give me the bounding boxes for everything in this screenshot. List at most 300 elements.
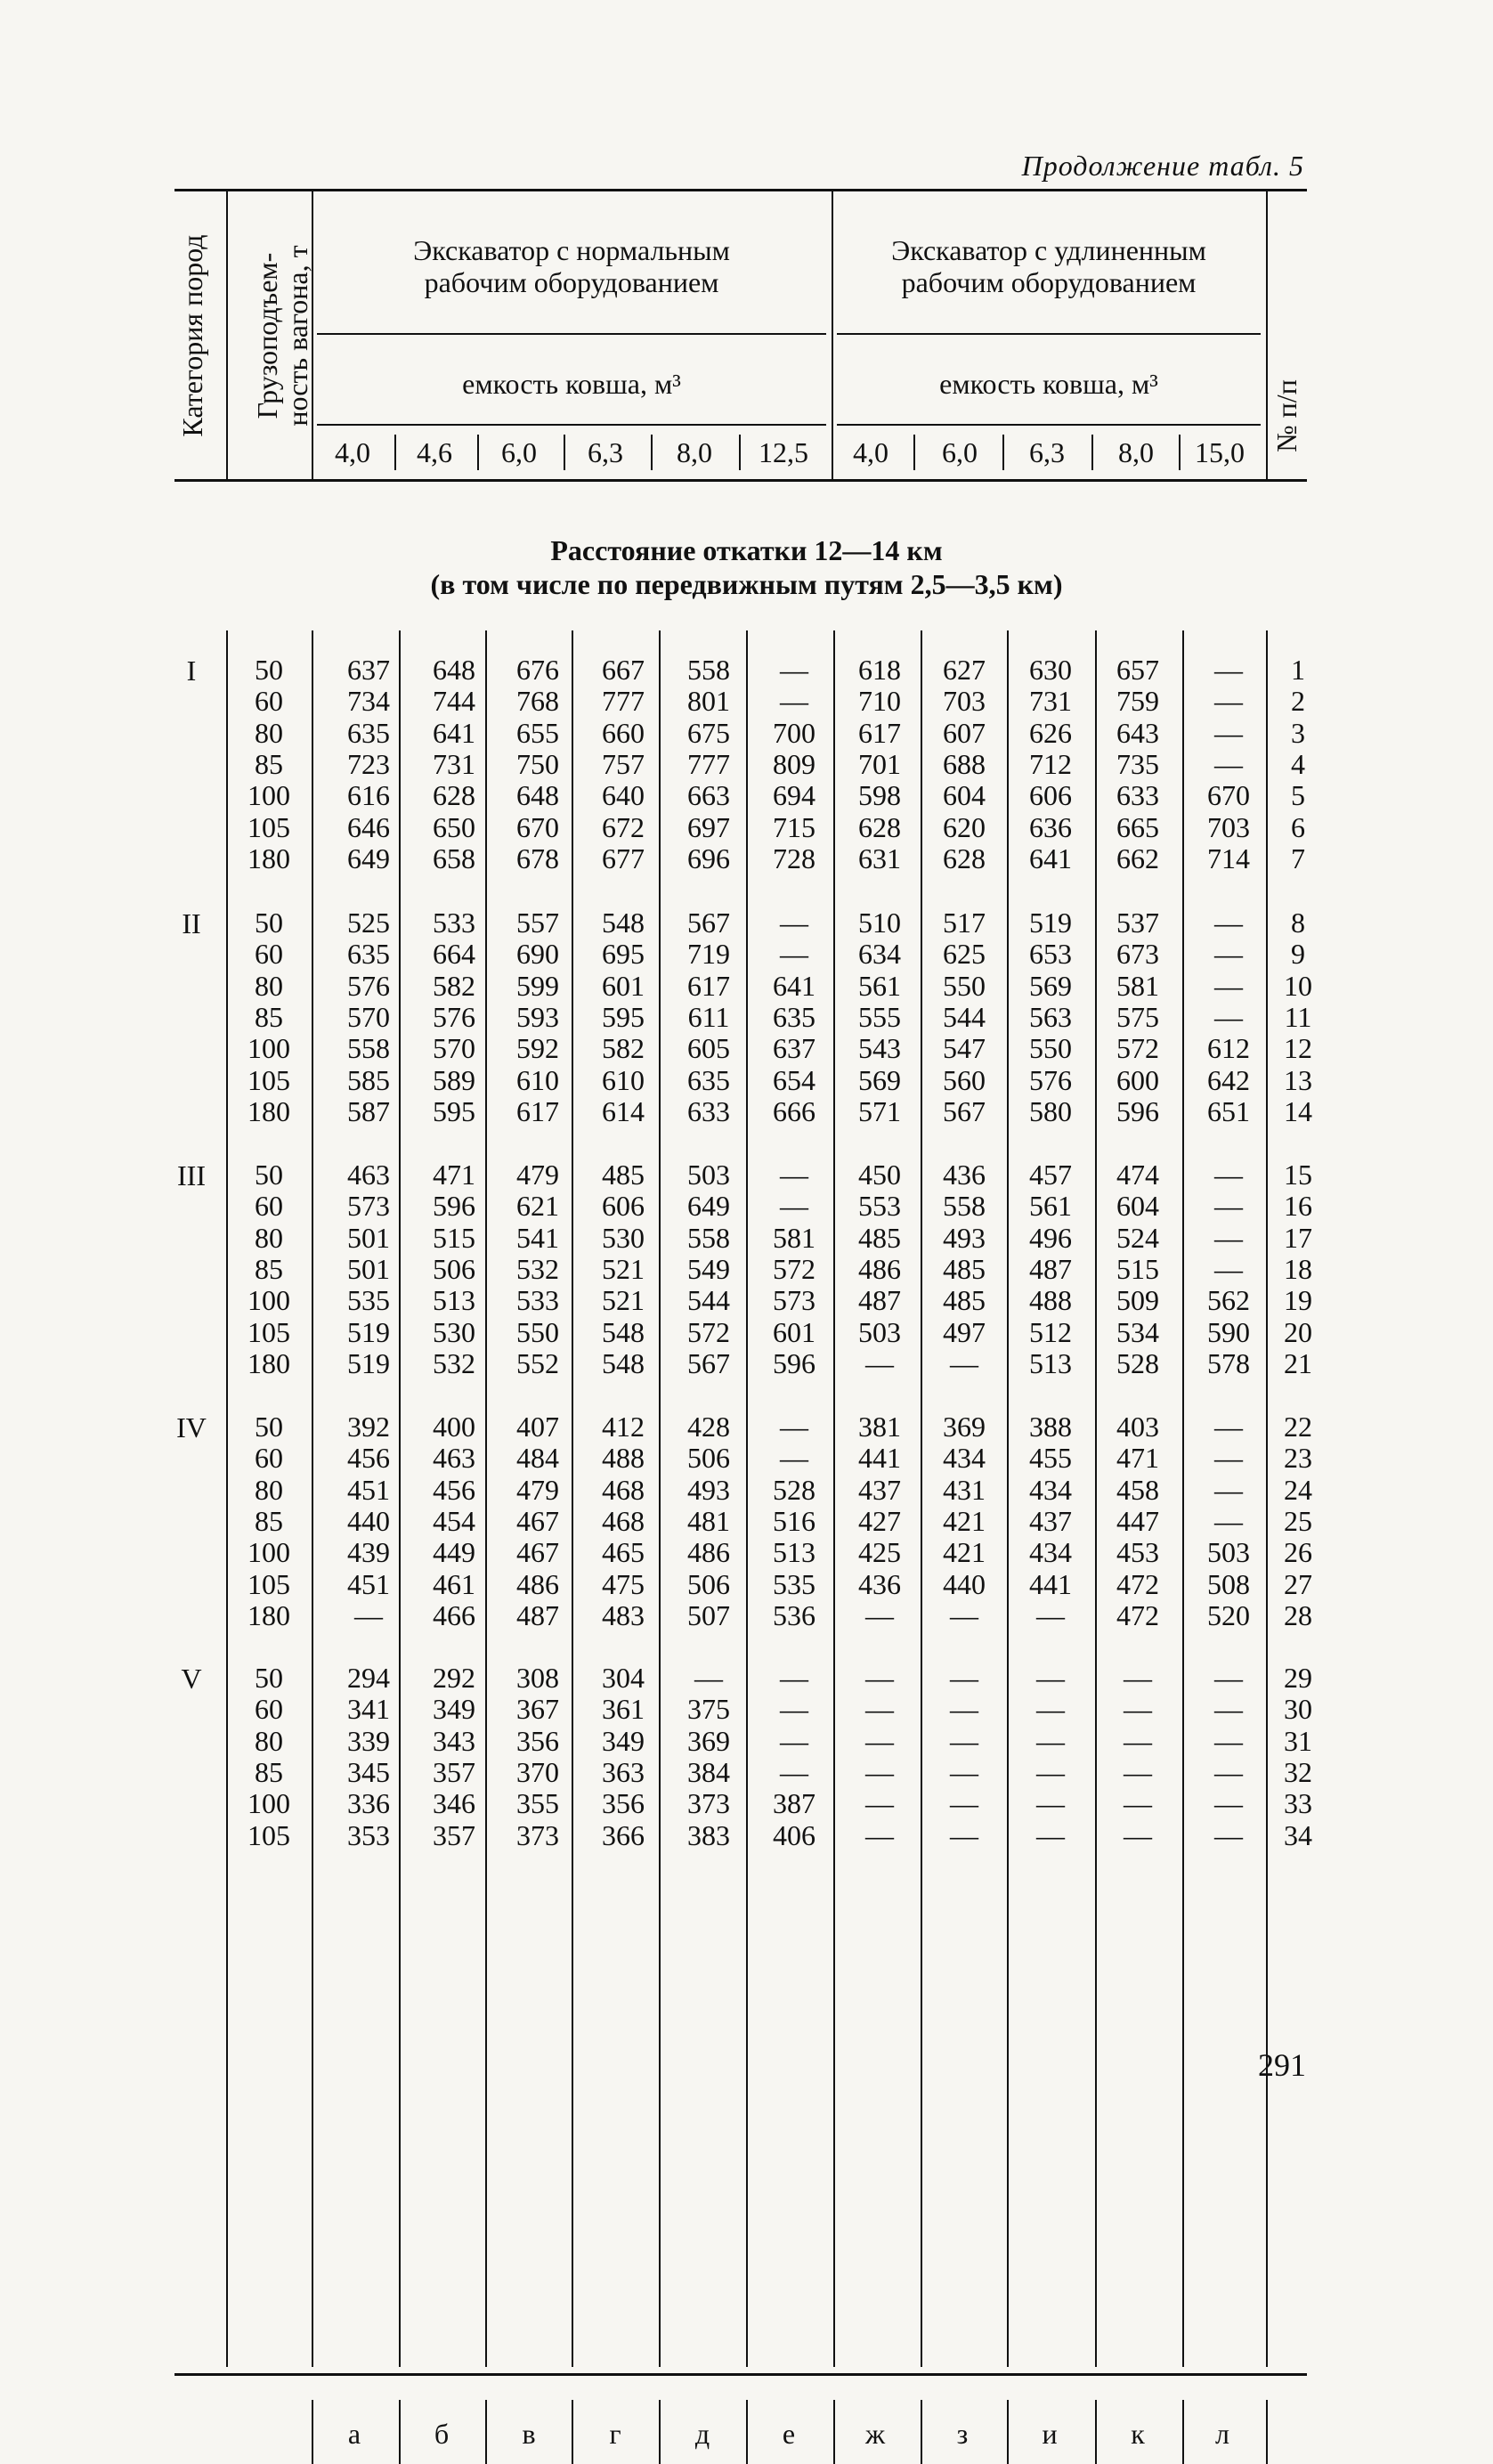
- table-cell: —: [780, 1724, 808, 1757]
- table-cell: 688: [943, 747, 986, 780]
- table-cell: —: [1124, 1662, 1152, 1694]
- table-cell: 486: [858, 1252, 901, 1285]
- table-cell: 555: [858, 1000, 901, 1033]
- table-cell: —: [865, 1818, 894, 1851]
- wagon-capacity-cell: 80: [255, 1221, 283, 1254]
- table-cell: 537: [1116, 907, 1159, 939]
- table-cell: —: [780, 1159, 808, 1191]
- letter-divider: [1007, 2400, 1009, 2464]
- table-cell: 750: [516, 747, 559, 780]
- header-divider: [1266, 191, 1268, 481]
- table-continuation-caption: Продолжение табл. 5: [1021, 150, 1304, 182]
- table-cell: —: [950, 1787, 978, 1820]
- table-cell: —: [865, 1662, 894, 1694]
- header-bottom-rule: [174, 479, 1307, 482]
- table-cell: 703: [943, 685, 986, 718]
- table-cell: 576: [347, 969, 390, 1002]
- column-letter: ж: [864, 2418, 886, 2450]
- table-cell: 614: [602, 1094, 645, 1127]
- table-cell: 569: [858, 1063, 901, 1096]
- table-cell: 640: [602, 779, 645, 812]
- table-cell: 633: [687, 1094, 730, 1127]
- table-cell: 524: [1116, 1221, 1159, 1254]
- header-subrule: [837, 424, 1261, 426]
- table-cell: 434: [943, 1442, 986, 1475]
- table-cell: 349: [433, 1693, 475, 1726]
- table-cell: 572: [773, 1252, 815, 1285]
- table-cell: —: [1214, 1221, 1243, 1254]
- table-cell: 631: [858, 842, 901, 874]
- table-cell: —: [1214, 685, 1243, 718]
- capacity-normal-2: 6,0: [501, 436, 537, 468]
- table-cell: 715: [773, 810, 815, 843]
- table-cell: 487: [858, 1284, 901, 1317]
- letter-divider: [1182, 2400, 1184, 2464]
- header-divider: [226, 191, 228, 481]
- table-cell: —: [1214, 1787, 1243, 1820]
- row-number-cell: 7: [1291, 842, 1305, 874]
- table-cell: 641: [1029, 842, 1072, 874]
- table-cell: 440: [347, 1504, 390, 1537]
- table-cell: 635: [347, 938, 390, 971]
- table-cell: 421: [943, 1536, 986, 1569]
- table-cell: 728: [773, 842, 815, 874]
- top-rule: [174, 189, 1307, 191]
- table-cell: —: [1214, 1442, 1243, 1475]
- table-cell: 455: [1029, 1442, 1072, 1475]
- table-cell: 543: [858, 1032, 901, 1065]
- table-cell: 533: [433, 907, 475, 939]
- table-cell: 606: [602, 1190, 645, 1223]
- table-cell: 486: [516, 1567, 559, 1600]
- table-cell: 657: [1116, 654, 1159, 686]
- table-cell: 570: [347, 1000, 390, 1033]
- table-cell: —: [1036, 1818, 1065, 1851]
- table-cell: —: [1124, 1818, 1152, 1851]
- column-letter: и: [1042, 2418, 1058, 2450]
- table-cell: —: [694, 1662, 723, 1694]
- table-cell: 381: [858, 1411, 901, 1443]
- table-cell: 650: [433, 810, 475, 843]
- row-number-cell: 5: [1291, 779, 1305, 812]
- table-cell: 503: [687, 1159, 730, 1191]
- row-number-cell: 8: [1291, 907, 1305, 939]
- table-cell: 472: [1116, 1567, 1159, 1600]
- table-cell: 440: [943, 1567, 986, 1600]
- table-cell: 625: [943, 938, 986, 971]
- table-cell: 666: [773, 1094, 815, 1127]
- table-cell: 465: [602, 1536, 645, 1569]
- table-cell: —: [1214, 1000, 1243, 1033]
- table-cell: —: [780, 907, 808, 939]
- table-cell: 474: [1116, 1159, 1159, 1191]
- capacity-separator: [913, 435, 915, 470]
- table-cell: 441: [858, 1442, 901, 1475]
- letter-divider: [312, 2400, 313, 2464]
- wagon-capacity-cell: 105: [247, 1315, 290, 1348]
- table-cell: 670: [516, 810, 559, 843]
- row-number-cell: 21: [1284, 1346, 1312, 1379]
- table-cell: 346: [433, 1787, 475, 1820]
- table-cell: 373: [687, 1787, 730, 1820]
- table-cell: 488: [1029, 1284, 1072, 1317]
- table-cell: —: [780, 938, 808, 971]
- row-number-cell: 2: [1291, 685, 1305, 718]
- table-cell: 621: [516, 1190, 559, 1223]
- table-cell: 339: [347, 1724, 390, 1757]
- table-cell: 567: [687, 907, 730, 939]
- row-number-cell: 3: [1291, 716, 1305, 749]
- table-cell: 521: [602, 1252, 645, 1285]
- table-cell: 734: [347, 685, 390, 718]
- wagon-capacity-cell: 60: [255, 685, 283, 718]
- table-cell: 528: [1116, 1346, 1159, 1379]
- table-cell: 617: [687, 969, 730, 1002]
- category-label: III: [177, 1159, 206, 1191]
- header-subrule: [317, 333, 826, 335]
- table-cell: —: [1214, 907, 1243, 939]
- wagon-capacity-cell: 180: [247, 1094, 290, 1127]
- table-cell: 356: [516, 1724, 559, 1757]
- row-number-cell: 15: [1284, 1159, 1312, 1191]
- table-cell: 547: [943, 1032, 986, 1065]
- wagon-capacity-cell: 50: [255, 907, 283, 939]
- table-cell: —: [1214, 1662, 1243, 1694]
- wagon-capacity-cell: 60: [255, 1190, 283, 1223]
- capacity-normal-4: 8,0: [677, 436, 712, 468]
- table-cell: 595: [602, 1000, 645, 1033]
- row-number-cell: 16: [1284, 1190, 1312, 1223]
- wagon-capacity-cell: 85: [255, 1504, 283, 1537]
- table-cell: 642: [1207, 1063, 1250, 1096]
- column-letter: з: [956, 2418, 969, 2450]
- capacity-separator: [394, 435, 396, 470]
- table-cell: 710: [858, 685, 901, 718]
- table-cell: 635: [773, 1000, 815, 1033]
- table-cell: 407: [516, 1411, 559, 1443]
- table-cell: 456: [347, 1442, 390, 1475]
- wagon-capacity-cell: 80: [255, 716, 283, 749]
- row-number-cell: 1: [1291, 654, 1305, 686]
- table-cell: 731: [433, 747, 475, 780]
- table-cell: 471: [1116, 1442, 1159, 1475]
- table-cell: 550: [1029, 1032, 1072, 1065]
- table-cell: 653: [1029, 938, 1072, 971]
- row-number-cell: 26: [1284, 1536, 1312, 1569]
- table-cell: 649: [347, 842, 390, 874]
- table-cell: 714: [1207, 842, 1250, 874]
- table-cell: 439: [347, 1536, 390, 1569]
- table-cell: 592: [516, 1032, 559, 1065]
- table-cell: 587: [347, 1094, 390, 1127]
- table-cell: —: [865, 1693, 894, 1726]
- table-cell: 548: [602, 1315, 645, 1348]
- column-letter: д: [694, 2418, 710, 2450]
- table-cell: 561: [1029, 1190, 1072, 1223]
- table-cell: 475: [602, 1567, 645, 1600]
- table-cell: 580: [1029, 1094, 1072, 1127]
- table-cell: 487: [516, 1598, 559, 1631]
- wagon-capacity-cell: 60: [255, 938, 283, 971]
- table-cell: —: [865, 1598, 894, 1631]
- header-category: Категория пород: [176, 234, 208, 437]
- table-cell: 731: [1029, 685, 1072, 718]
- table-cell: 451: [347, 1567, 390, 1600]
- table-cell: 292: [433, 1662, 475, 1694]
- table-cell: 431: [943, 1473, 986, 1506]
- wagon-capacity-cell: 85: [255, 1755, 283, 1788]
- table-cell: 759: [1116, 685, 1159, 718]
- table-cell: —: [1036, 1755, 1065, 1788]
- table-cell: 627: [943, 654, 986, 686]
- table-cell: 485: [858, 1221, 901, 1254]
- table-cell: 349: [602, 1724, 645, 1757]
- table-cell: 387: [773, 1787, 815, 1820]
- table-cell: 676: [516, 654, 559, 686]
- table-cell: 589: [433, 1063, 475, 1096]
- table-cell: 585: [347, 1063, 390, 1096]
- table-cell: 635: [347, 716, 390, 749]
- table-cell: 719: [687, 938, 730, 971]
- letter-divider: [572, 2400, 573, 2464]
- table-cell: —: [1124, 1724, 1152, 1757]
- table-cell: 600: [1116, 1063, 1159, 1096]
- wagon-capacity-cell: 50: [255, 1662, 283, 1694]
- table-cell: 453: [1116, 1536, 1159, 1569]
- table-cell: 641: [433, 716, 475, 749]
- table-cell: 343: [433, 1724, 475, 1757]
- group-long-line2: рабочим оборудованием: [901, 266, 1197, 298]
- table-cell: —: [1214, 938, 1243, 971]
- table-cell: 558: [687, 654, 730, 686]
- table-cell: 690: [516, 938, 559, 971]
- table-cell: 557: [516, 907, 559, 939]
- table-cell: 461: [433, 1567, 475, 1600]
- table-cell: 357: [433, 1818, 475, 1851]
- table-cell: 664: [433, 938, 475, 971]
- wagon-capacity-cell: 180: [247, 842, 290, 874]
- table-cell: 488: [602, 1442, 645, 1475]
- wagon-capacity-cell: 60: [255, 1693, 283, 1726]
- row-number-cell: 29: [1284, 1662, 1312, 1694]
- table-cell: —: [950, 1724, 978, 1757]
- table-cell: 458: [1116, 1473, 1159, 1506]
- column-letter: л: [1215, 2418, 1229, 2450]
- table-cell: 519: [347, 1315, 390, 1348]
- table-cell: 425: [858, 1536, 901, 1569]
- table-cell: 367: [516, 1693, 559, 1726]
- row-number-cell: 11: [1284, 1000, 1312, 1033]
- table-cell: 373: [516, 1818, 559, 1851]
- table-cell: 528: [773, 1473, 815, 1506]
- table-cell: 703: [1207, 810, 1250, 843]
- row-number-cell: 30: [1284, 1693, 1312, 1726]
- table-cell: —: [780, 1190, 808, 1223]
- table-cell: 437: [858, 1473, 901, 1506]
- table-cell: 578: [1207, 1346, 1250, 1379]
- table-cell: 697: [687, 810, 730, 843]
- table-cell: 628: [943, 842, 986, 874]
- table-cell: 596: [773, 1346, 815, 1379]
- table-cell: 595: [433, 1094, 475, 1127]
- table-cell: —: [1214, 1252, 1243, 1285]
- body-column-divider: [921, 630, 922, 2367]
- table-cell: 513: [433, 1284, 475, 1317]
- table-cell: 673: [1116, 938, 1159, 971]
- table-cell: 628: [433, 779, 475, 812]
- table-cell: 801: [687, 685, 730, 718]
- table-cell: 383: [687, 1818, 730, 1851]
- table-cell: 694: [773, 779, 815, 812]
- table-cell: 434: [1029, 1473, 1072, 1506]
- table-cell: 369: [687, 1724, 730, 1757]
- header-row-number: № п/п: [1270, 379, 1302, 452]
- table-cell: 567: [943, 1094, 986, 1127]
- table-cell: —: [1124, 1693, 1152, 1726]
- table-cell: 355: [516, 1787, 559, 1820]
- row-number-cell: 18: [1284, 1252, 1312, 1285]
- bucket-normal-label: емкость ковша, м³: [462, 368, 681, 400]
- table-cell: 610: [516, 1063, 559, 1096]
- table-cell: 535: [347, 1284, 390, 1317]
- capacity-normal-5: 12,5: [759, 436, 808, 468]
- table-cell: 712: [1029, 747, 1072, 780]
- table-cell: 535: [773, 1567, 815, 1600]
- column-letter: а: [347, 2418, 361, 2450]
- column-letter: в: [522, 2418, 536, 2450]
- table-cell: 655: [516, 716, 559, 749]
- header-capacity-line1: Грузоподъем-: [251, 252, 283, 419]
- table-cell: 436: [943, 1159, 986, 1191]
- table-cell: 667: [602, 654, 645, 686]
- table-cell: 735: [1116, 747, 1159, 780]
- table-cell: 515: [433, 1221, 475, 1254]
- capacity-separator: [1179, 435, 1181, 470]
- table-cell: 549: [687, 1252, 730, 1285]
- row-number-cell: 4: [1291, 747, 1305, 780]
- table-cell: 744: [433, 685, 475, 718]
- table-cell: 617: [516, 1094, 559, 1127]
- table-cell: 601: [602, 969, 645, 1002]
- category-label: V: [181, 1663, 202, 1695]
- table-cell: 616: [347, 779, 390, 812]
- table-cell: —: [1214, 1818, 1243, 1851]
- table-cell: —: [950, 1346, 978, 1379]
- table-cell: 392: [347, 1411, 390, 1443]
- table-cell: 503: [858, 1315, 901, 1348]
- table-cell: —: [780, 1442, 808, 1475]
- table-cell: 357: [433, 1755, 475, 1788]
- table-cell: 406: [773, 1818, 815, 1851]
- table-cell: —: [950, 1818, 978, 1851]
- group-normal-line1: Экскаватор с нормальным: [413, 234, 730, 266]
- table-cell: —: [780, 654, 808, 686]
- table-bottom-rule: [174, 2373, 1307, 2376]
- table-cell: 472: [1116, 1598, 1159, 1631]
- table-cell: 521: [602, 1284, 645, 1317]
- row-number-cell: 17: [1284, 1221, 1312, 1254]
- table-cell: 626: [1029, 716, 1072, 749]
- table-cell: 570: [433, 1032, 475, 1065]
- table-cell: 560: [943, 1063, 986, 1096]
- table-cell: 304: [602, 1662, 645, 1694]
- table-cell: 369: [943, 1411, 986, 1443]
- body-column-divider: [226, 630, 228, 2367]
- table-cell: 294: [347, 1662, 390, 1694]
- table-cell: 512: [1029, 1315, 1072, 1348]
- table-cell: 375: [687, 1693, 730, 1726]
- capacity-separator: [564, 435, 565, 470]
- wagon-capacity-cell: 50: [255, 1159, 283, 1191]
- wagon-capacity-cell: 180: [247, 1598, 290, 1631]
- wagon-capacity-cell: 80: [255, 1473, 283, 1506]
- table-cell: 437: [1029, 1504, 1072, 1537]
- table-cell: 612: [1207, 1032, 1250, 1065]
- table-cell: 599: [516, 969, 559, 1002]
- table-cell: —: [1036, 1693, 1065, 1726]
- column-letter: к: [1131, 2418, 1145, 2450]
- table-cell: 604: [943, 779, 986, 812]
- category-label: IV: [176, 1411, 207, 1443]
- table-cell: —: [950, 1662, 978, 1694]
- table-cell: 544: [943, 1000, 986, 1033]
- table-cell: 496: [1029, 1221, 1072, 1254]
- capacity-separator: [1091, 435, 1093, 470]
- table-cell: 454: [433, 1504, 475, 1537]
- table-cell: 651: [1207, 1094, 1250, 1127]
- wagon-capacity-cell: 105: [247, 1567, 290, 1600]
- wagon-capacity-cell: 105: [247, 810, 290, 843]
- table-cell: 665: [1116, 810, 1159, 843]
- wagon-capacity-cell: 100: [247, 779, 290, 812]
- table-cell: 677: [602, 842, 645, 874]
- table-cell: —: [780, 1411, 808, 1443]
- column-letter: г: [609, 2418, 621, 2450]
- wagon-capacity-cell: 85: [255, 1252, 283, 1285]
- table-cell: 590: [1207, 1315, 1250, 1348]
- wagon-capacity-cell: 100: [247, 1284, 290, 1317]
- table-cell: —: [1036, 1787, 1065, 1820]
- table-cell: 520: [1207, 1598, 1250, 1631]
- table-cell: 569: [1029, 969, 1072, 1002]
- table-cell: 581: [1116, 969, 1159, 1002]
- table-cell: 519: [1029, 907, 1072, 939]
- table-cell: 573: [773, 1284, 815, 1317]
- table-cell: 558: [943, 1190, 986, 1223]
- table-cell: 532: [433, 1346, 475, 1379]
- table-cell: 768: [516, 685, 559, 718]
- table-cell: —: [1214, 1693, 1243, 1726]
- table-cell: 513: [773, 1536, 815, 1569]
- table-cell: 610: [602, 1063, 645, 1096]
- wagon-capacity-cell: 180: [247, 1346, 290, 1379]
- category-label: I: [186, 655, 197, 687]
- bucket-long-label: емкость ковша, м³: [939, 368, 1158, 400]
- table-cell: 628: [858, 810, 901, 843]
- table-cell: 534: [1116, 1315, 1159, 1348]
- table-cell: 468: [602, 1504, 645, 1537]
- header-capacity-line2: ность вагона, т: [281, 245, 313, 427]
- table-cell: 649: [687, 1190, 730, 1223]
- row-number-cell: 12: [1284, 1032, 1312, 1065]
- table-cell: —: [780, 685, 808, 718]
- capacity-normal-3: 6,3: [588, 436, 623, 468]
- table-cell: 582: [602, 1032, 645, 1065]
- letter-divider: [399, 2400, 401, 2464]
- table-cell: 530: [602, 1221, 645, 1254]
- table-cell: 519: [347, 1346, 390, 1379]
- wagon-capacity-cell: 80: [255, 969, 283, 1002]
